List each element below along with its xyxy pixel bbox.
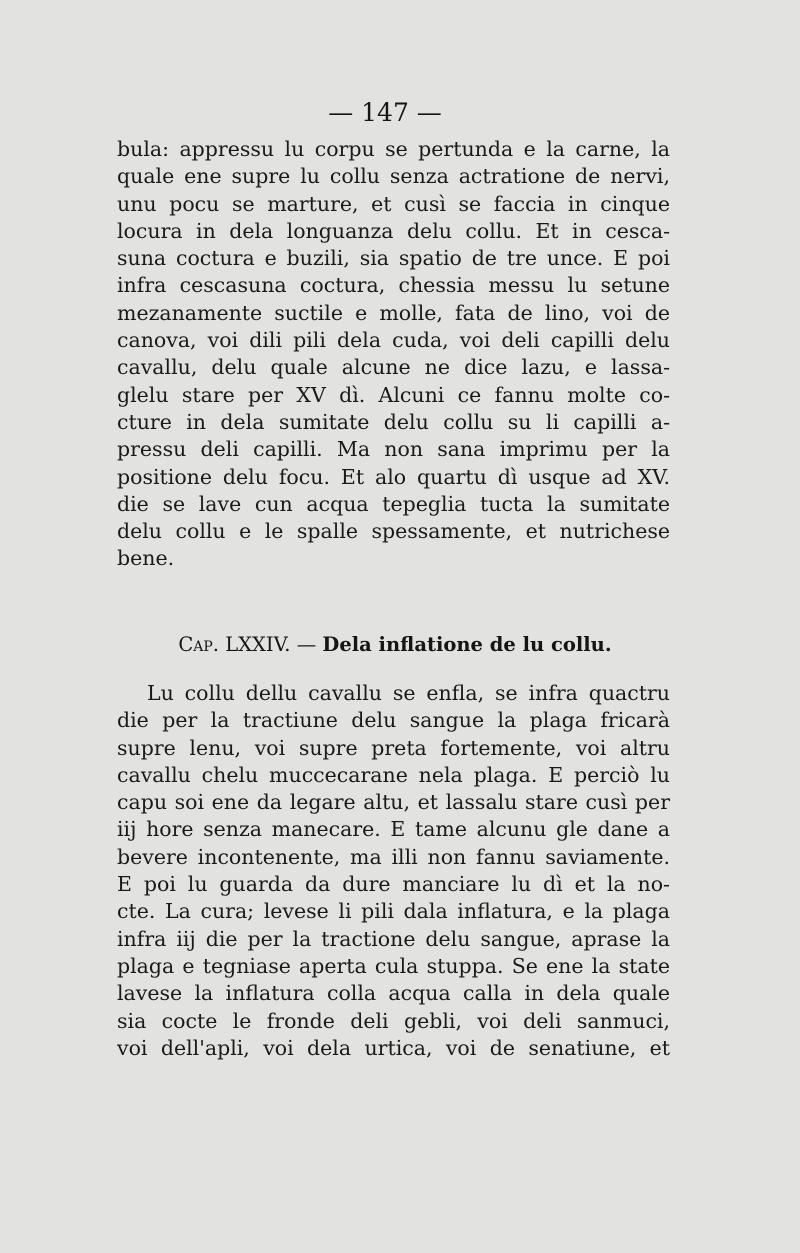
text-line: infra cescasuna coctura, chessia messu lu setune <box>117 273 670 298</box>
text-line: iij hore senza manecare. E tame alcunu gle dane a <box>117 817 670 842</box>
text-line: die se lave cun acqua tepeglia tucta la sumitate <box>117 491 670 516</box>
text-line: canova, voi dili pili dela cuda, voi deli capilli delu <box>117 328 670 353</box>
chapter-dash: — <box>296 633 317 656</box>
paragraph-1 <box>117 136 670 573</box>
text-line: capu soi ene da legare altu, et lassalu stare cusì per <box>117 790 670 815</box>
page-number: — 147 — <box>328 98 442 127</box>
text-line: bene. <box>117 546 175 571</box>
text-line: cture in dela sumitate delu collu su li capilli a- <box>117 409 670 434</box>
chapter-title: Dela inflatione de lu collu. <box>322 633 612 656</box>
text-line: quale ene supre lu collu senza actratione de nervi, <box>117 164 670 189</box>
text-line: sia cocte le fronde deli gebli, voi deli sanmuci, <box>117 1008 670 1033</box>
text-line: voi dell'apli, voi dela urtica, voi de senatiune, et <box>117 1035 670 1060</box>
text-line: unu pocu se marture, et cusì se faccia in cinque <box>117 191 670 216</box>
text-line: mezanamente suctile e molle, fata de lino, voi de <box>117 300 670 325</box>
text-line: positione delu focu. Et alo quartu dì usque ad XV. <box>117 464 670 489</box>
text-line: bevere incontenente, ma illi non fannu saviamente. <box>117 844 670 869</box>
text-line: pressu deli capilli. Ma non sana imprimu per la <box>117 437 670 462</box>
text-line: Lu collu dellu cavallu se enfla, se infra quactru <box>147 681 670 705</box>
text-line: die per la tractiune delu sangue la plaga fricarà <box>117 708 670 733</box>
text-line: cte. La cura; levese li pili dala inflatura, e la plaga <box>117 899 670 924</box>
text-line: E poi lu guarda da dure manciare lu dì et la no- <box>117 872 670 897</box>
text-line: supre lenu, voi supre preta fortemente, voi altru <box>117 735 670 760</box>
text-line: cavallu, delu quale alcune ne dice lazu, e lassa- <box>117 355 670 380</box>
text-line: bula: appressu lu corpu se pertunda e la carne, la <box>117 137 670 161</box>
text-line: lavese la inflatura colla acqua calla in dela quale <box>117 981 670 1006</box>
text-line: plaga e tegniase aperta cula stuppa. Se ene la state <box>117 953 670 978</box>
chapter-heading <box>0 633 790 656</box>
text-line: locura in dela longuanza delu collu. Et in cesca- <box>117 218 670 243</box>
text-line: delu collu e le spalle spessamente, et nutrichese <box>117 519 670 544</box>
text-line: glelu stare per XV dì. Alcuni ce fannu molte co- <box>117 382 670 407</box>
paragraph-2 <box>117 680 670 1062</box>
chapter-label: Cap. LXXIV. <box>178 633 291 656</box>
text-line: infra iij die per la tractione delu sangue, aprase la <box>117 926 670 951</box>
text-line: suna coctura e buzili, sia spatio de tre unce. E poi <box>117 246 670 271</box>
text-line: cavallu chelu muccecarane nela plaga. E perciò lu <box>117 762 670 787</box>
